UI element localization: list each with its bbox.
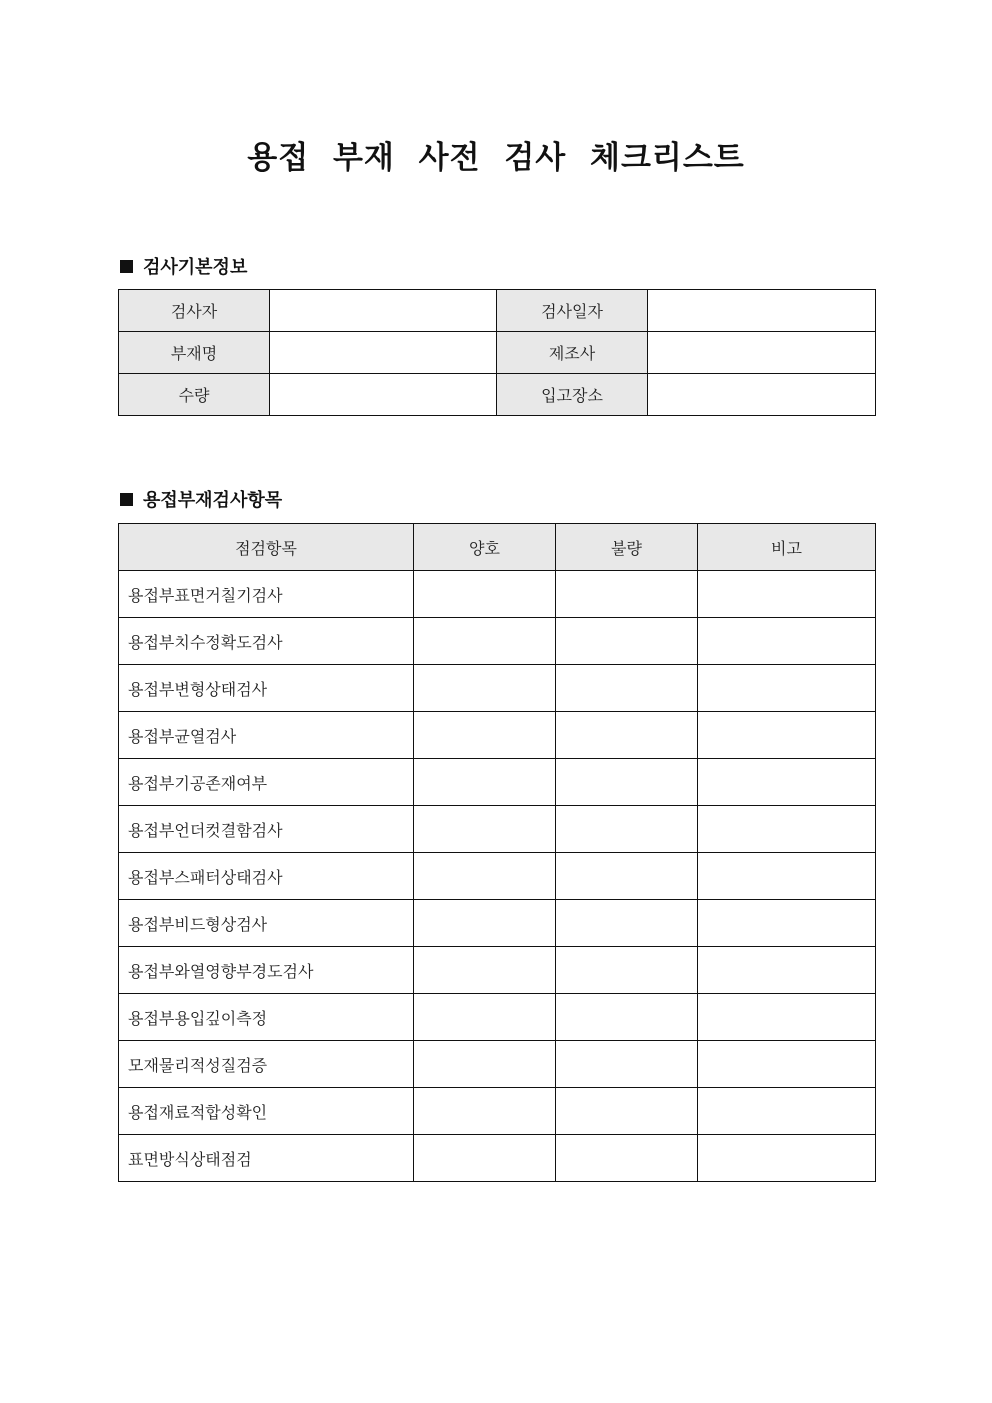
- remarks-cell[interactable]: [698, 712, 876, 759]
- member-name-field[interactable]: [270, 332, 497, 374]
- check-item-name: 표면방식상태점검: [119, 1135, 414, 1182]
- column-header-defective: 불량: [556, 524, 698, 571]
- defective-cell[interactable]: [556, 806, 698, 853]
- square-bullet-icon: [120, 260, 133, 273]
- defective-cell[interactable]: [556, 1135, 698, 1182]
- remarks-cell[interactable]: [698, 1135, 876, 1182]
- table-row: [119, 571, 876, 618]
- good-cell[interactable]: [414, 853, 556, 900]
- remarks-cell[interactable]: [698, 1041, 876, 1088]
- remarks-cell[interactable]: [698, 853, 876, 900]
- check-item-name: 용접부변형상태검사: [119, 665, 414, 712]
- defective-cell[interactable]: [556, 994, 698, 1041]
- good-cell[interactable]: [414, 900, 556, 947]
- defective-cell[interactable]: [556, 759, 698, 806]
- good-cell[interactable]: [414, 947, 556, 994]
- inspector-field[interactable]: [270, 290, 497, 332]
- check-item-name: 용접재료적합성확인: [119, 1088, 414, 1135]
- good-cell[interactable]: [414, 1088, 556, 1135]
- square-bullet-icon: [120, 493, 133, 506]
- good-cell[interactable]: [414, 759, 556, 806]
- manufacturer-label: 제조사: [497, 332, 648, 374]
- remarks-cell[interactable]: [698, 1088, 876, 1135]
- remarks-cell[interactable]: [698, 900, 876, 947]
- table-row: [119, 994, 876, 1041]
- table-row: [119, 665, 876, 712]
- remarks-cell[interactable]: [698, 806, 876, 853]
- good-cell[interactable]: [414, 712, 556, 759]
- basic-info-row: [119, 332, 876, 374]
- good-cell[interactable]: [414, 665, 556, 712]
- remarks-cell[interactable]: [698, 665, 876, 712]
- table-row: [119, 1088, 876, 1135]
- basic-info-table: [118, 289, 876, 416]
- column-header-check-item: 점검항목: [119, 524, 414, 571]
- defective-cell[interactable]: [556, 853, 698, 900]
- good-cell[interactable]: [414, 1135, 556, 1182]
- quantity-label: 수량: [119, 374, 270, 416]
- check-item-name: 용접부균열검사: [119, 712, 414, 759]
- column-header-good: 양호: [414, 524, 556, 571]
- check-item-name: 용접부비드형상검사: [119, 900, 414, 947]
- storage-location-field[interactable]: [648, 374, 876, 416]
- check-item-name: 용접부용입깊이측정: [119, 994, 414, 1041]
- good-cell[interactable]: [414, 1041, 556, 1088]
- inspector-label: 검사자: [119, 290, 270, 332]
- defective-cell[interactable]: [556, 665, 698, 712]
- column-header-remarks: 비고: [698, 524, 876, 571]
- basic-info-heading-label: 검사기본정보: [143, 257, 248, 278]
- defective-cell[interactable]: [556, 1088, 698, 1135]
- defective-cell[interactable]: [556, 618, 698, 665]
- quantity-field[interactable]: [270, 374, 497, 416]
- inspection-items-heading: [118, 486, 282, 512]
- good-cell[interactable]: [414, 618, 556, 665]
- inspection-items-table: [118, 523, 876, 1182]
- defective-cell[interactable]: [556, 1041, 698, 1088]
- storage-location-label: 입고장소: [497, 374, 648, 416]
- page-title: 용접 부재 사전 검사 체크리스트: [247, 140, 745, 176]
- table-row: [119, 1041, 876, 1088]
- good-cell[interactable]: [414, 806, 556, 853]
- table-row: [119, 947, 876, 994]
- check-item-name: 용접부언더컷결함검사: [119, 806, 414, 853]
- defective-cell[interactable]: [556, 947, 698, 994]
- table-row: [119, 806, 876, 853]
- check-item-name: 용접부기공존재여부: [119, 759, 414, 806]
- manufacturer-field[interactable]: [648, 332, 876, 374]
- table-row: [119, 712, 876, 759]
- basic-info-row: [119, 290, 876, 332]
- table-row: [119, 853, 876, 900]
- basic-info-heading: [118, 253, 247, 279]
- inspection-items-heading-label: 용접부재검사항목: [143, 490, 283, 511]
- defective-cell[interactable]: [556, 571, 698, 618]
- defective-cell[interactable]: [556, 900, 698, 947]
- member-name-label: 부재명: [119, 332, 270, 374]
- remarks-cell[interactable]: [698, 994, 876, 1041]
- remarks-cell[interactable]: [698, 618, 876, 665]
- table-row: [119, 618, 876, 665]
- remarks-cell[interactable]: [698, 759, 876, 806]
- table-row: [119, 1135, 876, 1182]
- table-row: [119, 759, 876, 806]
- remarks-cell[interactable]: [698, 571, 876, 618]
- table-row: [119, 900, 876, 947]
- good-cell[interactable]: [414, 571, 556, 618]
- check-item-name: 모재물리적성질검증: [119, 1041, 414, 1088]
- defective-cell[interactable]: [556, 712, 698, 759]
- inspection-date-field[interactable]: [648, 290, 876, 332]
- check-item-name: 용접부와열영향부경도검사: [119, 947, 414, 994]
- table-header-row: [119, 524, 876, 571]
- good-cell[interactable]: [414, 994, 556, 1041]
- check-item-name: 용접부스패터상태검사: [119, 853, 414, 900]
- check-item-name: 용접부치수정확도검사: [119, 618, 414, 665]
- check-item-name: 용접부표면거칠기검사: [119, 571, 414, 618]
- inspection-date-label: 검사일자: [497, 290, 648, 332]
- remarks-cell[interactable]: [698, 947, 876, 994]
- basic-info-row: [119, 374, 876, 416]
